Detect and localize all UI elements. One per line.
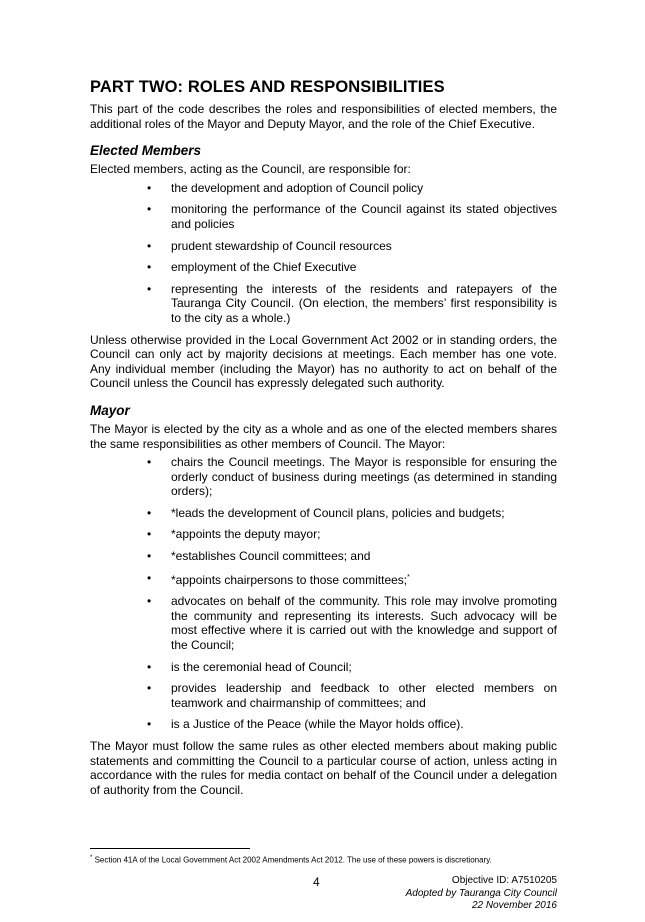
list-item: • advocates on behalf of the community. This role may involve promoting the community and representing its interests. Such advocacy will be most effective where it is carried out with the knowledge and support of the Council; xyxy=(147,594,557,653)
page-number: 4 xyxy=(313,875,320,889)
list-item: • *leads the development of Council plans, policies and budgets; xyxy=(147,505,505,520)
footnote xyxy=(90,853,560,866)
elected-members-closing: Unless otherwise provided in the Local Government Act 2002 or in standing orders, the Council can only act by majority decisions at meetings. Each member has one vote. Any individual member (including the Mayor) has no authority to act on behalf of the Council unless the Council has expressly delegated such authority. xyxy=(90,332,557,391)
bullet-glyph: • xyxy=(147,238,152,253)
elected-members-list xyxy=(90,181,557,326)
bullet-glyph: • xyxy=(147,180,152,195)
footnote-reference: * xyxy=(407,573,410,581)
footnote-marker: * xyxy=(90,855,93,861)
adopted-by: Adopted by Tauranga City Council xyxy=(405,887,557,899)
document-metadata xyxy=(406,875,557,913)
bullet-glyph: • xyxy=(147,202,152,217)
bullet-glyph: • xyxy=(147,717,152,732)
mayor-lead: The Mayor is elected by the city as a whole and as one of the elected members shares the same responsibilities as other members of Council. The Mayor: xyxy=(90,421,557,451)
list-item: • the development and adoption of Council policy xyxy=(147,180,424,195)
list-item: • prudent stewardship of Council resources xyxy=(147,238,392,253)
bullet-glyph: • xyxy=(147,659,152,674)
bullet-glyph: • xyxy=(147,281,152,296)
list-item: • chairs the Council meetings. The Mayor is responsible for ensuring the orderly conduct of business during meetings (as determined in standing orders); xyxy=(147,455,557,499)
footnote-text: Section 41A of the Local Government Act 2002 Amendments Act 2012. The use of these powers is discretionary. xyxy=(92,855,492,865)
elected-members-lead: Elected members, acting as the Council, are responsible for: xyxy=(90,162,411,177)
bullet-glyph: • xyxy=(147,527,152,542)
bullet-glyph: • xyxy=(147,260,152,275)
bullet-glyph: • xyxy=(147,505,152,520)
list-item: • is the ceremonial head of Council; xyxy=(147,659,352,674)
mayor-closing: The Mayor must follow the same rules as other elected members about making public statements and committing the Council to a particular course of action, unless acting in accordance with the rules for media contact on behalf of the Council under a delegation of authority from the Council. xyxy=(90,739,557,797)
elected-members-heading: Elected Members xyxy=(90,143,202,159)
list-item: • is a Justice of the Peace (while the Mayor holds office). xyxy=(147,717,464,732)
list-item: • employment of the Chief Executive xyxy=(147,260,357,275)
list-item: • monitoring the performance of the Council against its stated objectives and policies xyxy=(147,202,557,231)
mayor-list xyxy=(90,455,557,732)
bullet-glyph: • xyxy=(147,455,152,470)
adoption-date: 22 November 2016 xyxy=(471,900,557,911)
list-item: • provides leadership and feedback to other elected members on teamwork and chairmanship of committees; and xyxy=(147,681,557,710)
list-item: • *establishes Council committees; and xyxy=(147,549,371,564)
list-item: • *appoints chairpersons to those committees;* xyxy=(147,570,410,587)
page-heading: PART TWO: ROLES AND RESPONSIBILITIES xyxy=(90,78,445,96)
list-item: • *appoints the deputy mayor; xyxy=(147,527,321,542)
bullet-glyph: • xyxy=(147,594,152,609)
document-page xyxy=(90,78,557,801)
bullet-glyph: • xyxy=(147,570,152,585)
list-item: • representing the interests of the residents and ratepayers of the Tauranga City Council. (On election, the members’ first responsibility is to the city as a whole.) xyxy=(147,281,557,325)
mayor-heading: Mayor xyxy=(90,402,130,418)
bullet-glyph: • xyxy=(147,681,152,696)
intro-paragraph: This part of the code describes the roles and responsibilities of elected members, the additional roles of the Mayor and Deputy Mayor, and the role of the Chief Executive. xyxy=(90,102,557,131)
footnote-divider xyxy=(90,848,250,849)
bullet-glyph: • xyxy=(147,549,152,564)
objective-id: Objective ID: A7510205 xyxy=(451,875,557,886)
